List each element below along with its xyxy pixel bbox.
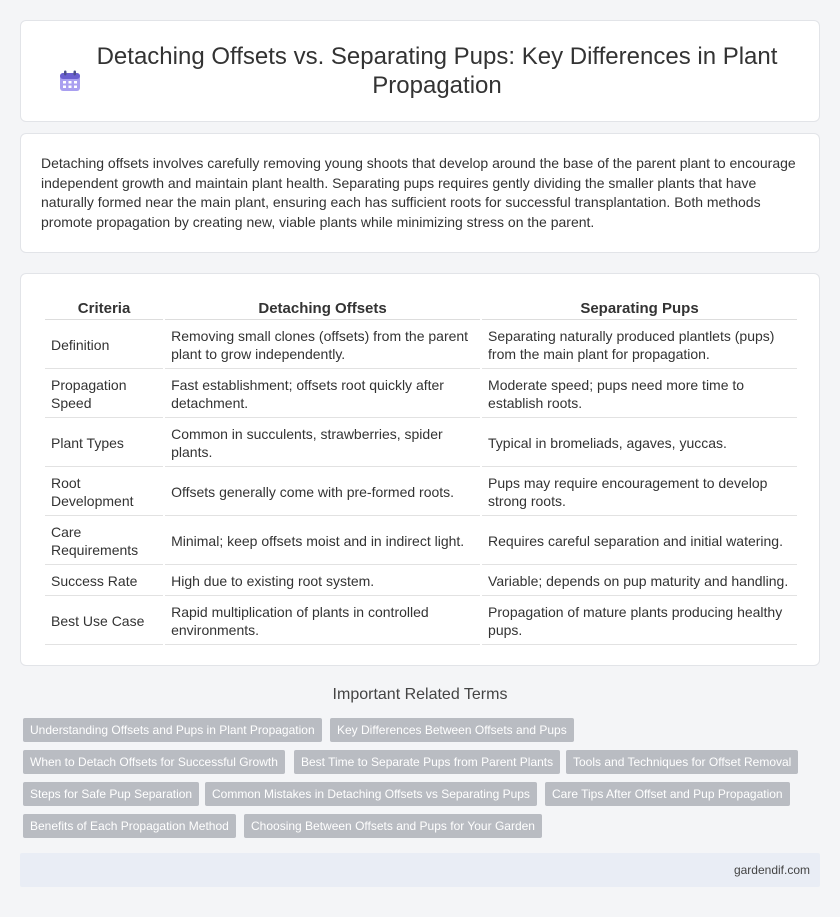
row-pups: Moderate speed; pups need more time to establish roots. — [482, 371, 797, 418]
header-detaching-offsets: Detaching Offsets — [165, 296, 480, 320]
row-pups: Pups may require encouragement to develop strong roots. — [482, 469, 797, 516]
row-pups: Variable; depends on pup maturity and handling. — [482, 567, 797, 596]
row-pups: Propagation of mature plants producing healthy pups. — [482, 598, 797, 645]
table-row — [45, 567, 797, 596]
row-offsets: Minimal; keep offsets moist and in indirect light. — [165, 518, 480, 565]
header-separating-pups: Separating Pups — [482, 296, 797, 320]
table-row — [45, 322, 797, 369]
related-term-link[interactable]: When to Detach Offsets for Successful Growth — [23, 750, 285, 774]
row-criteria: Care Requirements — [45, 518, 163, 565]
table-row — [45, 420, 797, 467]
calendar-icon — [58, 69, 82, 93]
row-offsets: High due to existing root system. — [165, 567, 480, 596]
row-offsets: Offsets generally come with pre-formed roots. — [165, 469, 480, 516]
row-criteria: Propagation Speed — [45, 371, 163, 418]
related-term-link[interactable]: Best Time to Separate Pups from Parent Plants — [294, 750, 560, 774]
header-criteria: Criteria — [45, 296, 163, 320]
related-term-link[interactable]: Care Tips After Offset and Pup Propagation — [545, 782, 790, 806]
row-criteria: Definition — [45, 322, 163, 369]
comparison-card — [20, 273, 820, 666]
row-criteria: Plant Types — [45, 420, 163, 467]
intro-paragraph: Detaching offsets involves carefully removing young shoots that develop around the base of the parent plant to encourage independent growth and maintain plant health. Separating pups requires gently dividing the smaller plants that have naturally formed near the main plant, ensuring each has sufficient roots for successful transplantation. Both methods promote propagation by creating new, viable plants while minimizing stress on the parent. — [41, 155, 796, 230]
row-offsets: Fast establishment; offsets root quickly after detachment. — [165, 371, 480, 418]
table-row — [45, 518, 797, 565]
row-criteria: Success Rate — [45, 567, 163, 596]
row-pups: Typical in bromeliads, agaves, yuccas. — [482, 420, 797, 467]
table-header-row — [45, 296, 797, 320]
table-row — [45, 598, 797, 645]
footer-site-link[interactable]: gardendif.com — [733, 863, 810, 877]
row-pups: Separating naturally produced plantlets (pups) from the main plant for propagation. — [482, 322, 797, 369]
row-offsets: Rapid multiplication of plants in controlled environments. — [165, 598, 480, 645]
related-term-link[interactable]: Benefits of Each Propagation Method — [23, 814, 236, 838]
table-row — [45, 371, 797, 418]
related-terms-heading: Important Related Terms — [332, 686, 508, 703]
related-term-link[interactable]: Understanding Offsets and Pups in Plant Propagation — [23, 718, 322, 742]
row-offsets: Removing small clones (offsets) from the parent plant to grow independently. — [165, 322, 480, 369]
related-term-link[interactable]: Steps for Safe Pup Separation — [23, 782, 199, 806]
comparison-table — [43, 294, 799, 647]
row-pups: Requires careful separation and initial watering. — [482, 518, 797, 565]
row-criteria: Best Use Case — [45, 598, 163, 645]
title-card — [20, 20, 820, 122]
row-criteria: Root Development — [45, 469, 163, 516]
related-term-link[interactable]: Key Differences Between Offsets and Pups — [330, 718, 574, 742]
related-term-link[interactable]: Tools and Techniques for Offset Removal — [566, 750, 798, 774]
page-title: Detaching Offsets vs. Separating Pups: Key Differences in Plant Propagation — [96, 43, 778, 99]
table-row — [45, 469, 797, 516]
related-term-link[interactable]: Choosing Between Offsets and Pups for Your Garden — [244, 814, 542, 838]
row-offsets: Common in succulents, strawberries, spider plants. — [165, 420, 480, 467]
intro-card — [20, 133, 820, 253]
related-term-link[interactable]: Common Mistakes in Detaching Offsets vs Separating Pups — [205, 782, 537, 806]
footer — [20, 853, 820, 887]
